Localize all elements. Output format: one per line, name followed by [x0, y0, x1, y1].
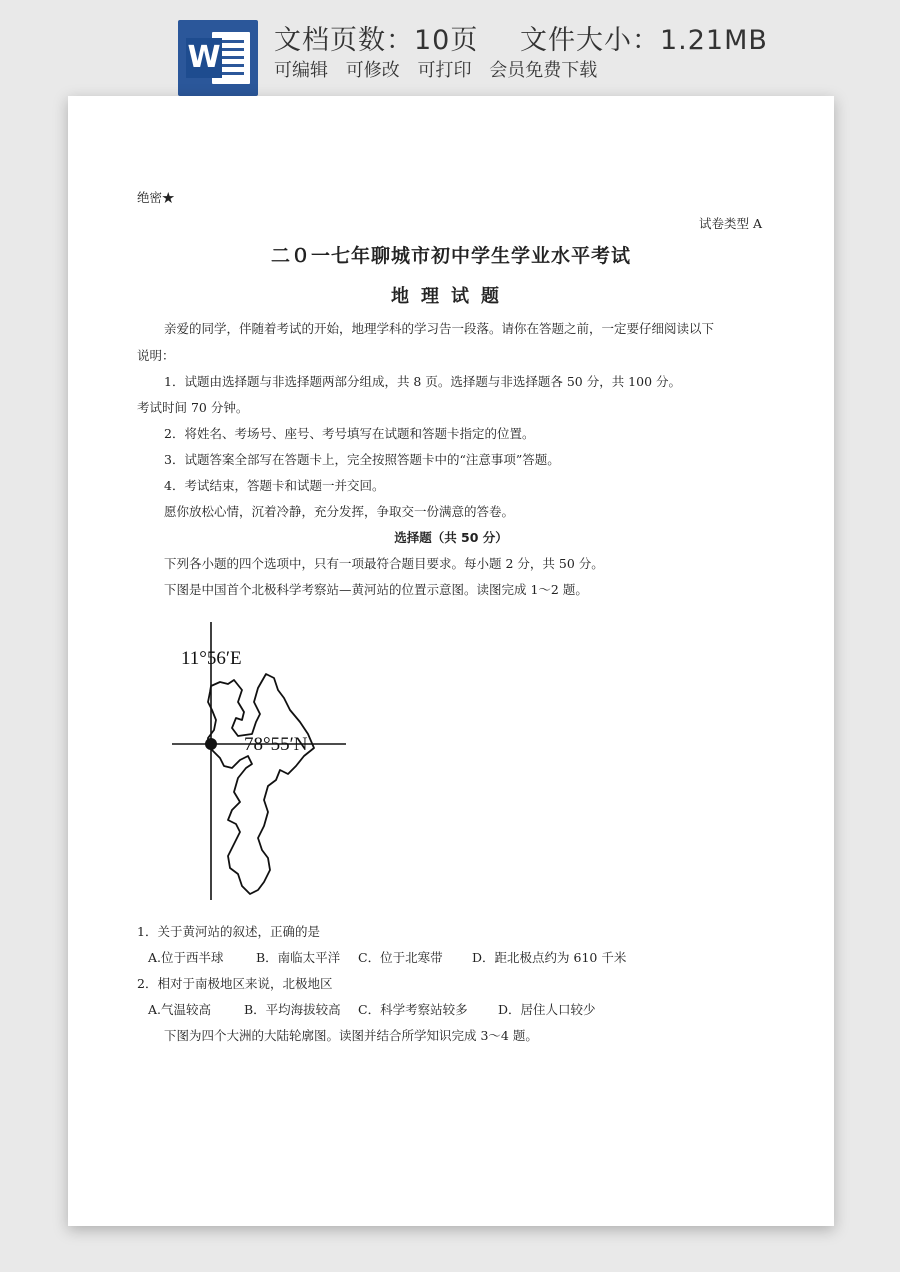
secret-mark: 绝密★ — [137, 190, 175, 205]
rule-2: 2．将姓名、考场号、座号、考号填写在试题和答题卡指定的位置。 — [164, 426, 535, 441]
rule-3: 3．试题答案全部写在答题卡上，完全按照答题卡中的“注意事项”答题。 — [164, 452, 560, 467]
latitude-label: 78°55′N — [244, 734, 308, 755]
section-title: 选择题（共 50 分） — [394, 530, 508, 545]
feature-editable: 可编辑 — [274, 60, 328, 81]
svalbard-outline — [208, 674, 314, 894]
subject-title: 地理试题 — [391, 286, 511, 307]
feature-printable: 可打印 — [417, 60, 472, 81]
intro-line-1: 亲爱的同学，伴随着考试的开始，地理学科的学习告一段落。请你在答题之前，一定要仔细阅读以下 — [164, 321, 715, 336]
q1-option-a: A.位于西半球 — [148, 950, 224, 965]
file-size-text: 文件大小：1.21MB — [519, 25, 768, 56]
rule-1-line-2: 考试时间 70 分钟。 — [137, 400, 249, 415]
question-1: 1．关于黄河站的叙述，正确的是 — [137, 924, 320, 939]
q2-option-a: A.气温较高 — [148, 1002, 212, 1017]
q2-option-c: C．科学考察站较多 — [358, 1002, 468, 1017]
section-note: 下列各小题的四个选项中，只有一项最符合题目要求。每小题 2 分，共 50 分。 — [164, 556, 604, 571]
q1-option-d: D．距北极点约为 610 千米 — [472, 950, 627, 965]
download-info-header — [0, 0, 900, 96]
q1-option-c: C．位于北寒带 — [358, 950, 443, 965]
exam-title: 二０一七年聊城市初中学生学业水平考试 — [270, 245, 631, 267]
longitude-label: 11°56′E — [181, 648, 242, 669]
question-2: 2．相对于南极地区来说，北极地区 — [137, 976, 333, 991]
word-letter: W — [186, 38, 222, 78]
intro-line-2: 说明： — [137, 348, 175, 363]
document-page — [68, 96, 834, 1226]
paper-type: 试卷类型 A — [698, 216, 762, 231]
huanghe-station-marker — [205, 738, 217, 750]
q2-option-d: D．居住人口较少 — [498, 1002, 596, 1017]
feature-member-download: 会员免费下载 — [489, 60, 598, 81]
q1-option-b: B．南临太平洋 — [256, 950, 341, 965]
page-count-text: 文档页数：10页 — [274, 25, 479, 56]
q2-option-b: B．平均海拔较高 — [244, 1002, 341, 1017]
rule-4: 4．考试结束，答题卡和试题一并交回。 — [164, 478, 385, 493]
feature-modifiable: 可修改 — [345, 60, 400, 81]
map-intro: 下图是中国首个北极科学考察站—黄河站的位置示意图。读图完成 1～2 题。 — [164, 582, 588, 597]
rule-1-line-1: 1．试题由选择题与非选择题两部分组成，共 8 页。选择题与非选择题各 50 分，共 100 分。 — [164, 374, 682, 389]
next-question-intro: 下图为四个大洲的大陆轮廓图。读图并结合所学知识完成 3～4 题。 — [164, 1028, 538, 1043]
word-doc-icon — [178, 20, 258, 96]
wish-line: 愿你放松心情，沉着冷静，充分发挥，争取交一份满意的答卷。 — [164, 504, 515, 519]
